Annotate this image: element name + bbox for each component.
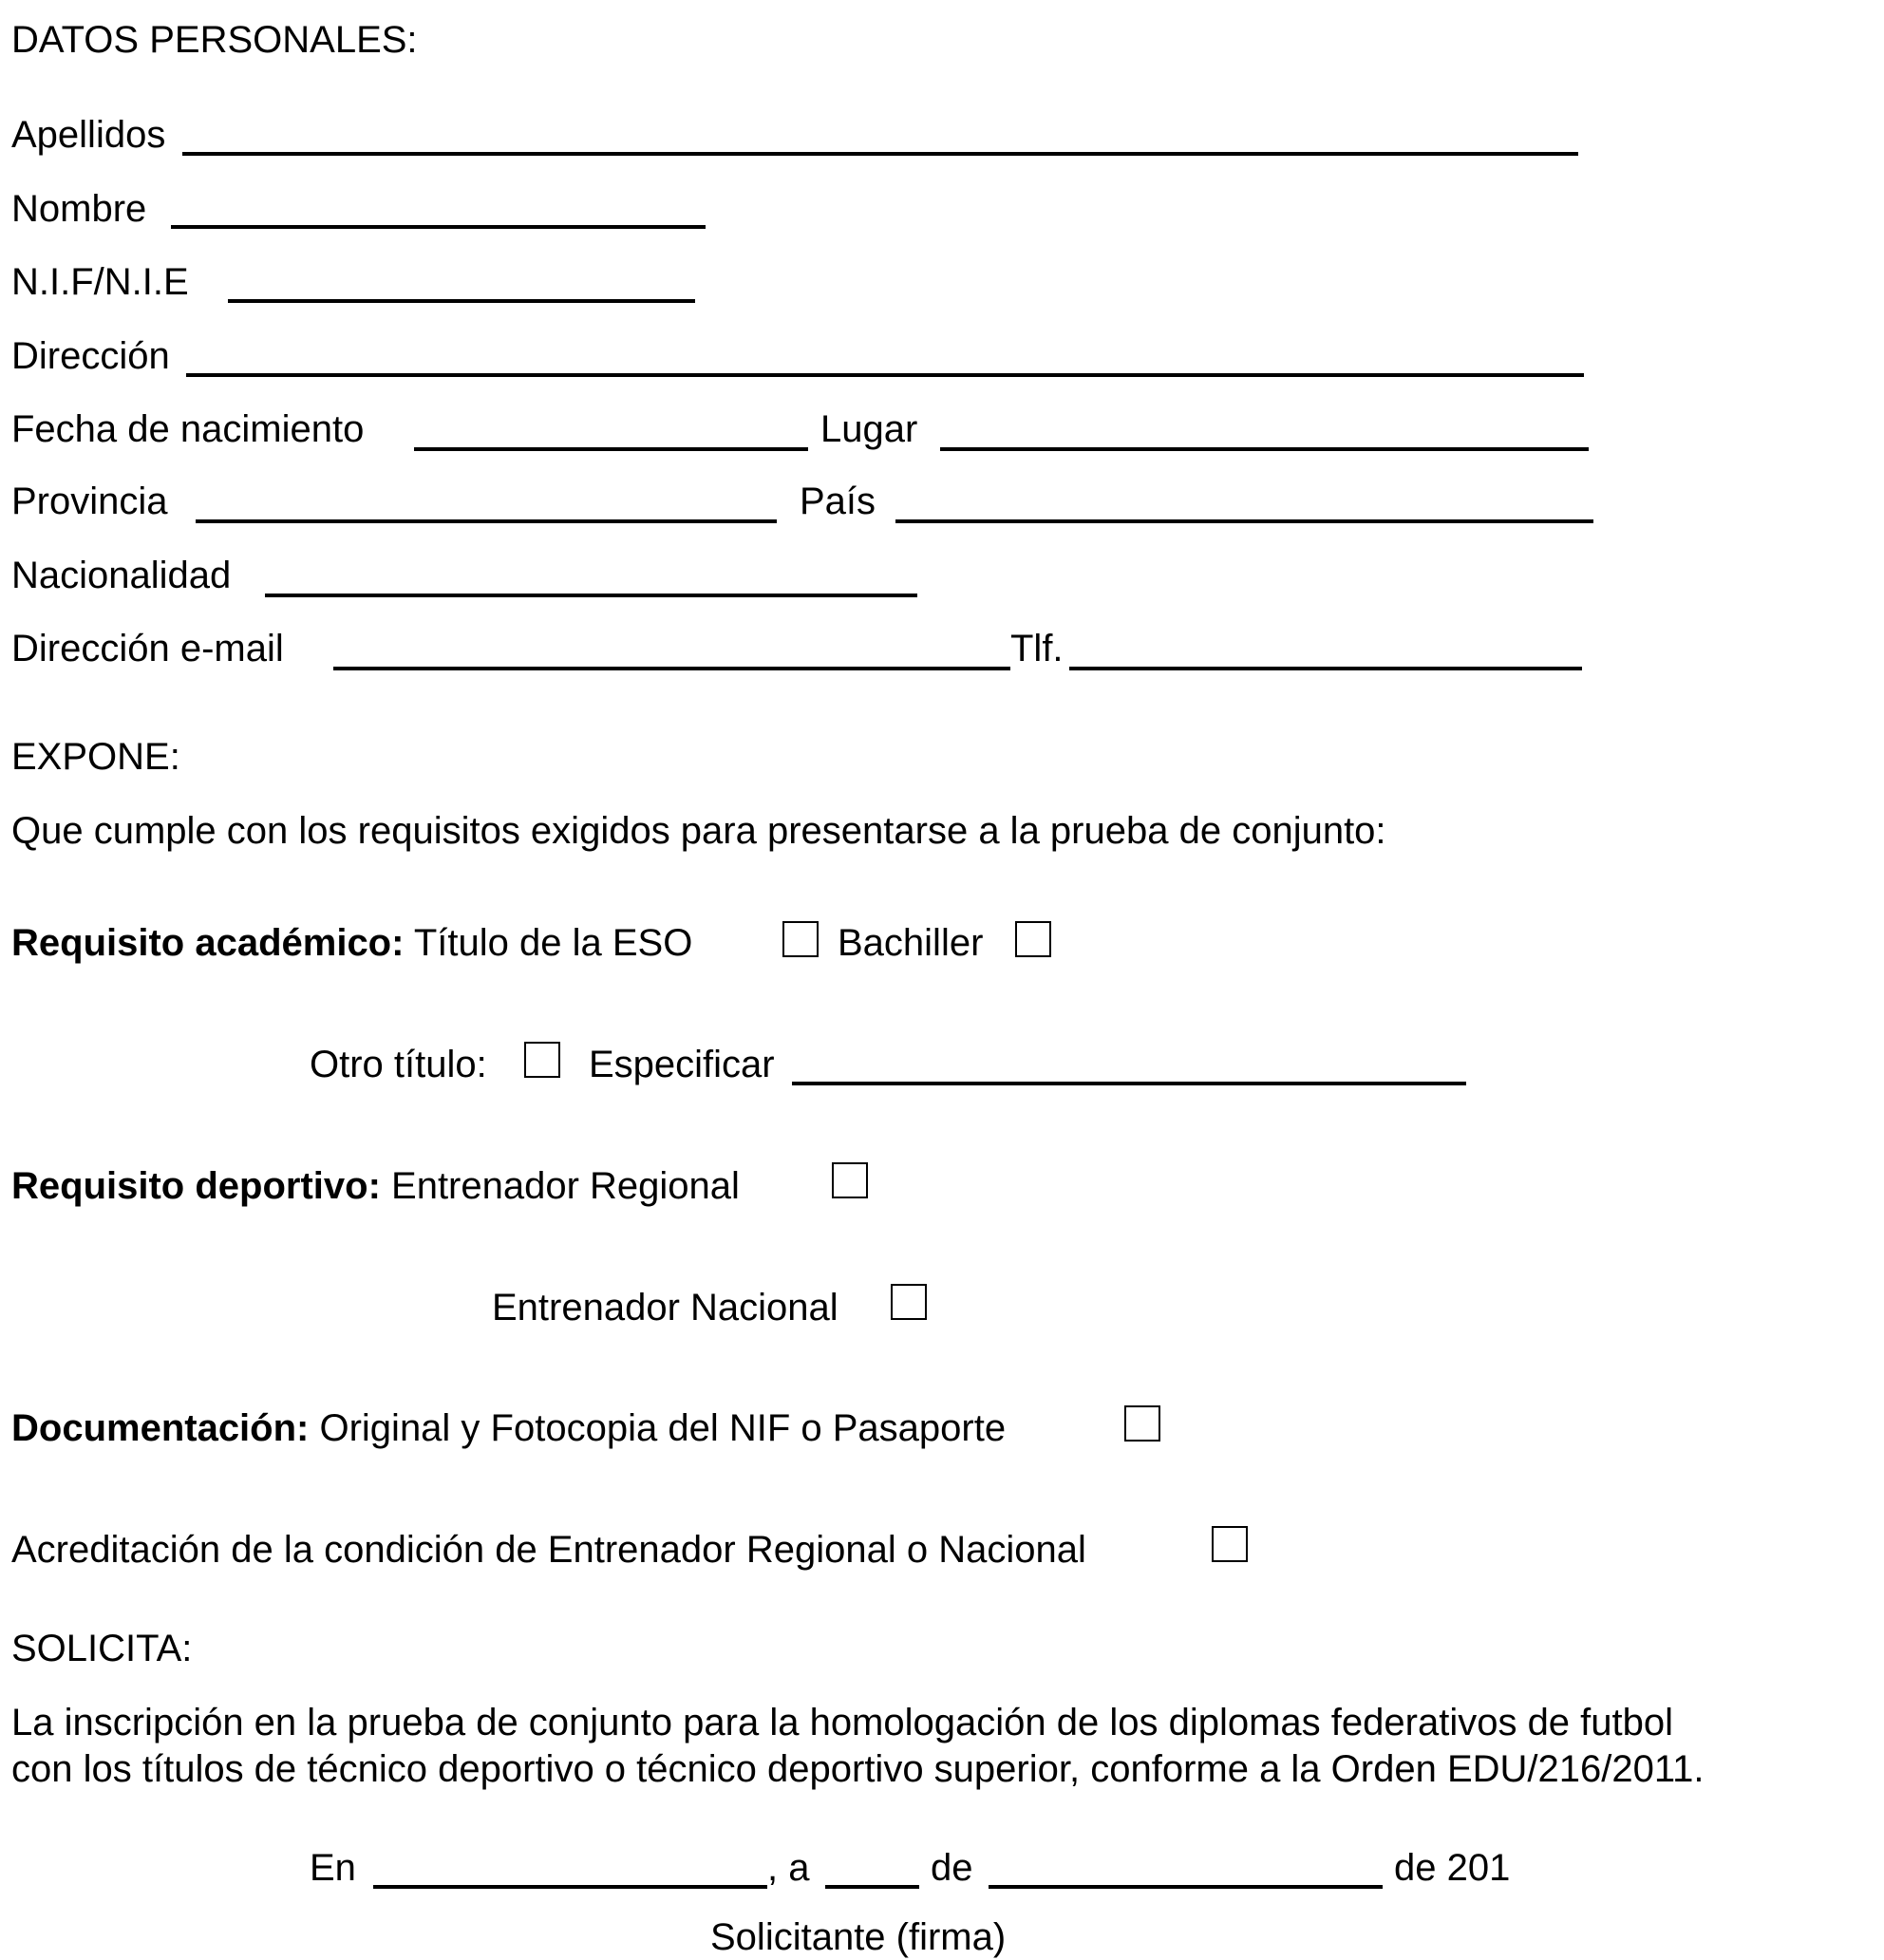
pais-label: País	[800, 481, 876, 522]
fecha-nacimiento-label: Fecha de nacimiento	[11, 408, 365, 450]
section-title-solicita: SOLICITA:	[11, 1628, 193, 1669]
acreditacion-label: Acreditación de la condición de Entrenador Regional o Nacional	[11, 1529, 1086, 1571]
nacional-checkbox[interactable]	[891, 1284, 927, 1320]
nombre-field[interactable]	[171, 225, 706, 229]
acreditacion-checkbox[interactable]	[1212, 1526, 1248, 1562]
solicita-text-line1: La inscripción en la prueba de conjunto para la homologación de los diplomas federativos de futbol	[11, 1702, 1674, 1743]
otro-titulo-label: Otro título:	[310, 1044, 487, 1085]
fecha-nacimiento-field[interactable]	[414, 447, 808, 451]
documentation-label: Documentación:	[11, 1407, 310, 1449]
academic-label: Requisito académico:	[11, 922, 405, 964]
sport-row	[11, 1167, 740, 1205]
expone-text: Que cumple con los requisitos exigidos para presentarse a la prueba de conjunto:	[11, 810, 1386, 852]
provincia-field[interactable]	[196, 519, 777, 523]
provincia-label: Provincia	[11, 481, 168, 522]
email-label: Dirección e-mail	[11, 628, 284, 669]
tlf-field[interactable]	[1069, 667, 1582, 670]
academic-row	[11, 924, 692, 962]
otro-titulo-checkbox[interactable]	[524, 1042, 560, 1078]
nacionalidad-field[interactable]	[265, 594, 917, 597]
eso-label: Título de la ESO	[413, 922, 693, 964]
section-title-expone: EXPONE:	[11, 736, 180, 778]
regional-label: Entrenador Regional	[391, 1165, 740, 1207]
signature-label: Solicitante (firma)	[710, 1916, 1007, 1958]
documentation-row	[11, 1409, 1006, 1447]
direccion-label: Dirección	[11, 335, 170, 377]
en-label: En	[310, 1847, 356, 1889]
nif-doc-label: Original y Fotocopia del NIF o Pasaporte	[319, 1407, 1007, 1449]
lugar-label: Lugar	[820, 408, 918, 450]
pais-field[interactable]	[895, 519, 1593, 523]
nombre-label: Nombre	[11, 188, 147, 230]
nif-field[interactable]	[228, 299, 695, 303]
bachiller-checkbox[interactable]	[1015, 921, 1051, 957]
nacionalidad-label: Nacionalidad	[11, 555, 232, 596]
a-label: , a	[767, 1847, 810, 1889]
month-field[interactable]	[989, 1885, 1383, 1889]
regional-checkbox[interactable]	[832, 1162, 868, 1198]
lugar-field[interactable]	[940, 447, 1589, 451]
day-field[interactable]	[825, 1885, 919, 1889]
apellidos-label: Apellidos	[11, 114, 166, 156]
en-place-field[interactable]	[373, 1885, 767, 1889]
nif-doc-checkbox[interactable]	[1124, 1405, 1160, 1442]
solicita-text-line2: con los títulos de técnico deportivo o técnico deportivo superior, conforme a la Orden EDU/216/2011.	[11, 1748, 1705, 1790]
de-label: de	[931, 1847, 973, 1889]
nif-label: N.I.F/N.I.E	[11, 261, 189, 303]
eso-checkbox[interactable]	[782, 921, 819, 957]
bachiller-label: Bachiller	[838, 922, 984, 964]
sport-label: Requisito deportivo:	[11, 1165, 381, 1207]
tlf-label: Tlf.	[1010, 628, 1064, 669]
email-field[interactable]	[333, 667, 1010, 670]
especificar-field[interactable]	[792, 1082, 1466, 1085]
year-label: de 201	[1394, 1847, 1511, 1889]
nacional-label: Entrenador Nacional	[492, 1287, 838, 1329]
apellidos-field[interactable]	[182, 152, 1578, 156]
direccion-field[interactable]	[186, 373, 1584, 377]
especificar-label: Especificar	[589, 1044, 775, 1085]
section-title-personal: DATOS PERSONALES:	[11, 19, 418, 61]
